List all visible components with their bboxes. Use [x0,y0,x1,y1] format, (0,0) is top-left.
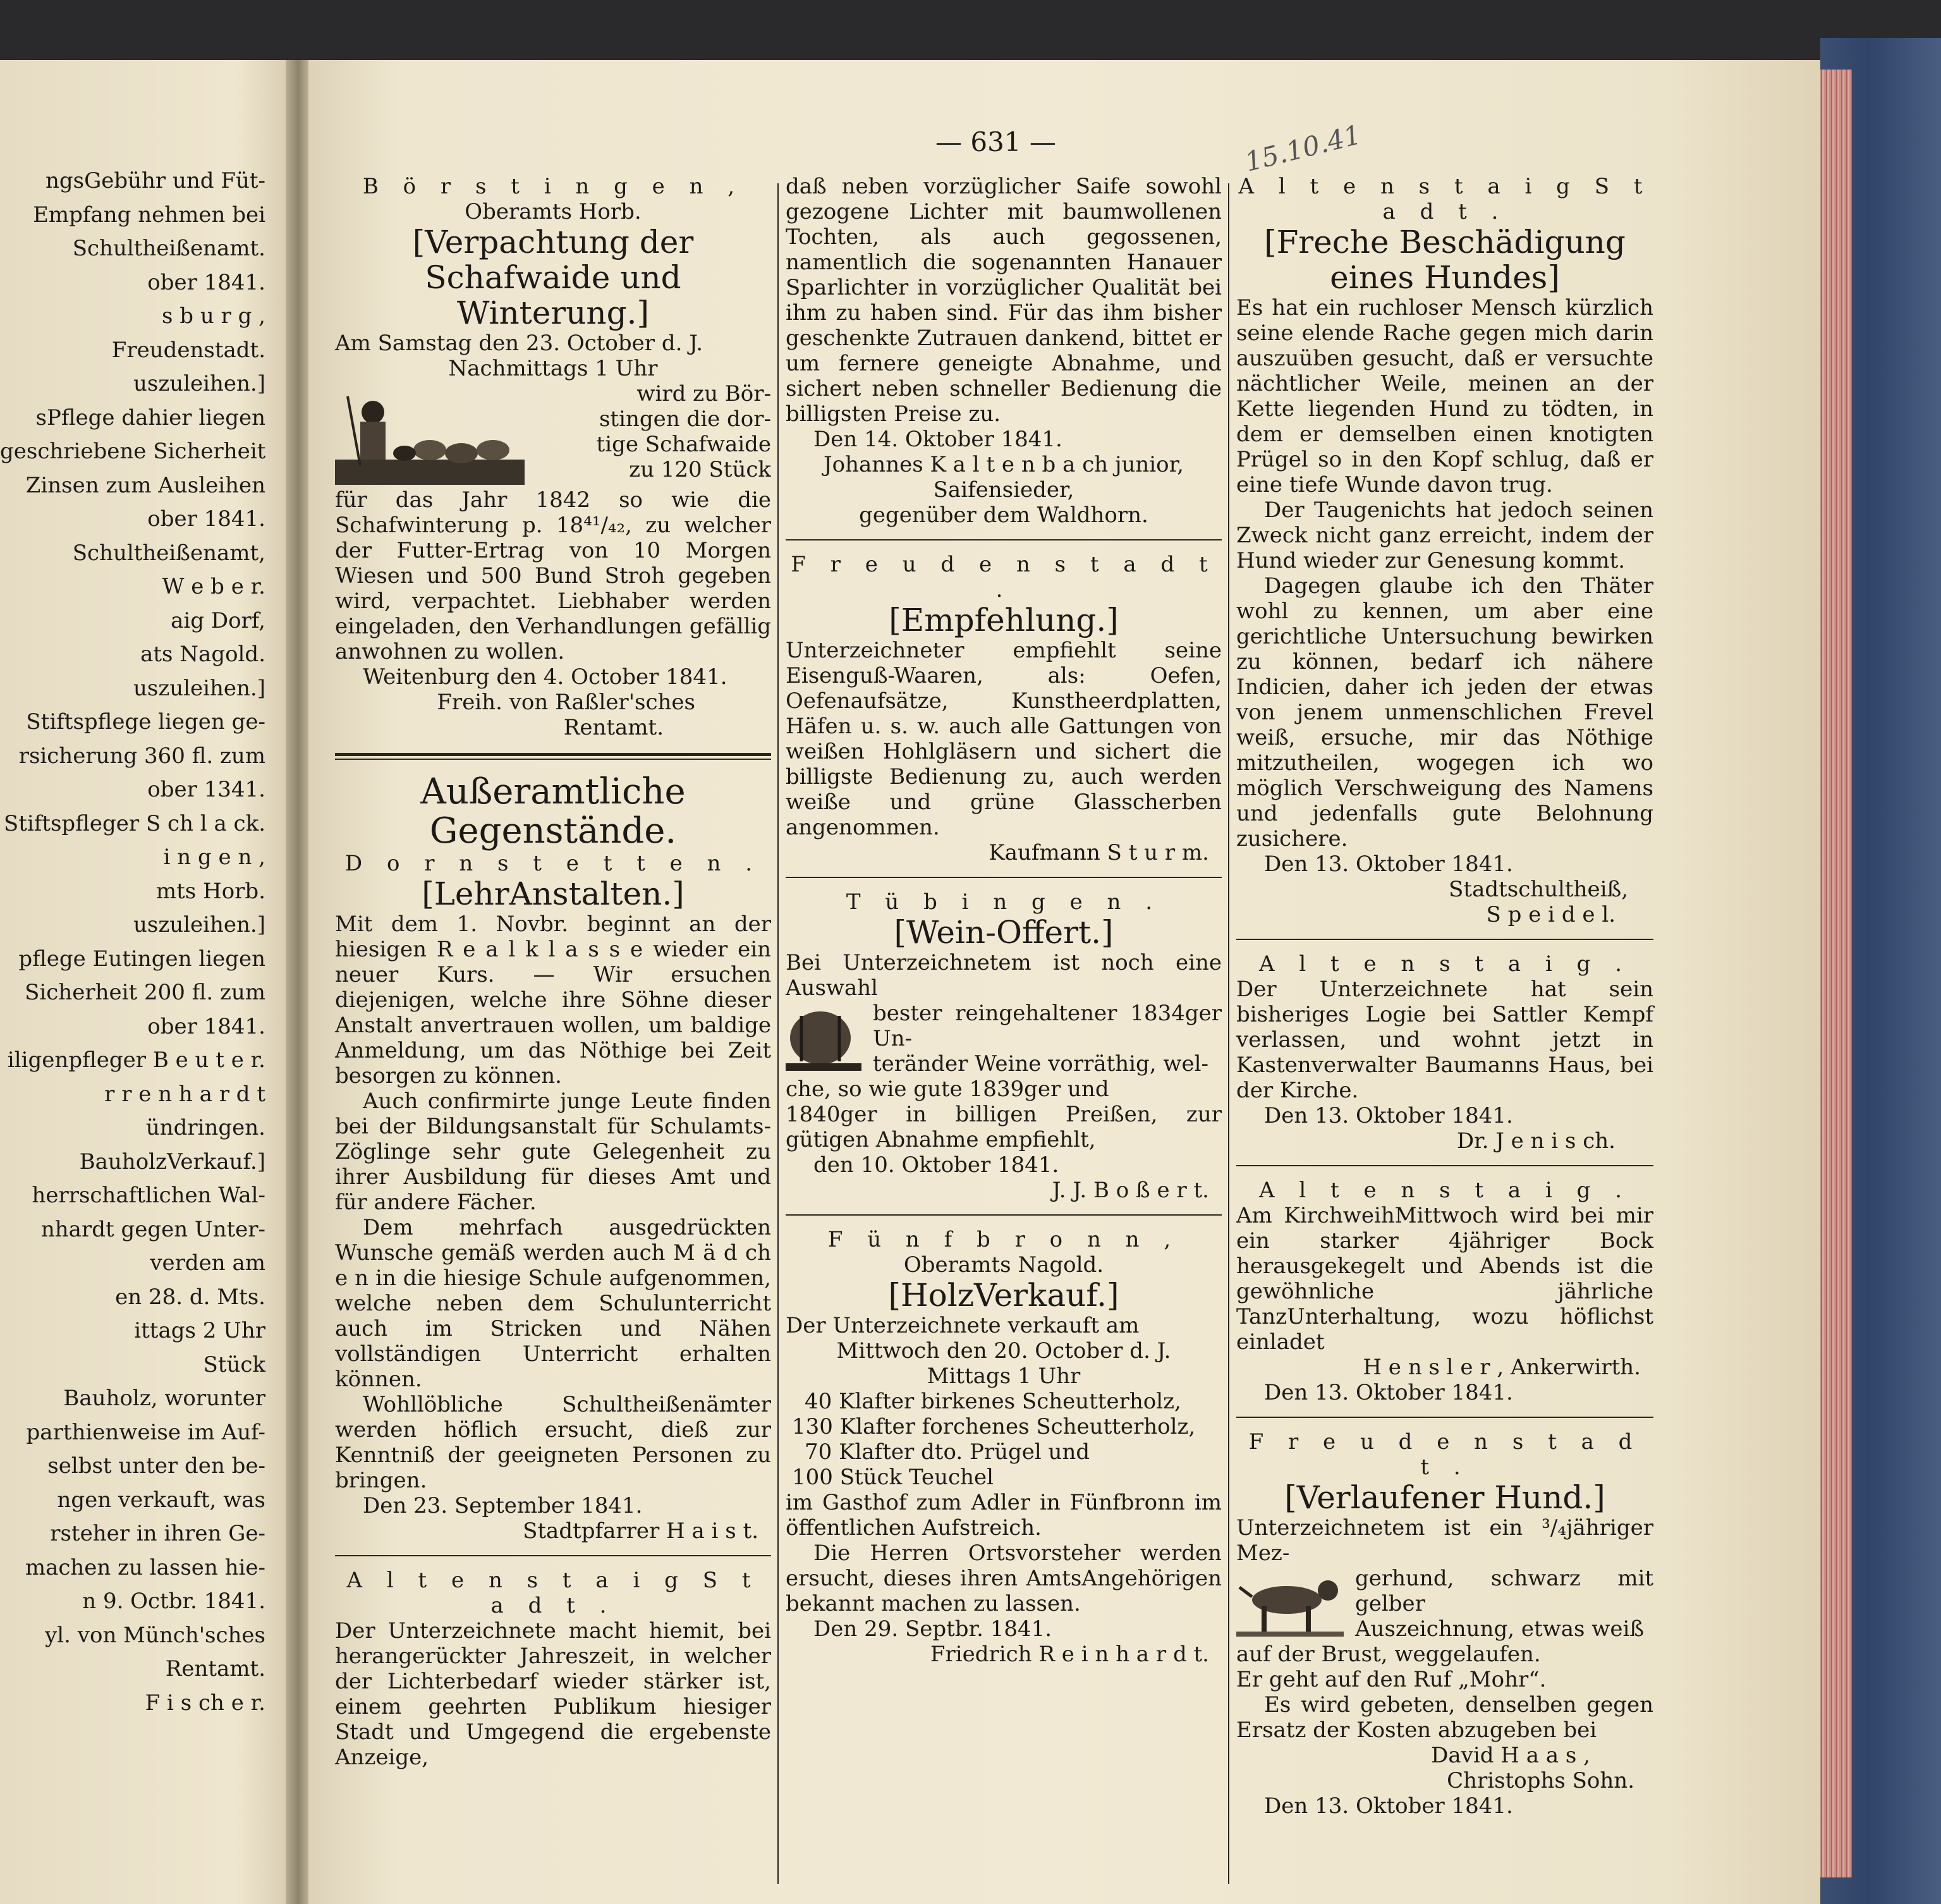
ad-text: che, so wie gute 1839ger und [786,1077,1109,1102]
place-heading: A l t e n s t a i g S t a d t . [346,1568,760,1618]
ad-date: Weitenburg den 4. October 1841. [363,664,727,690]
ad-signature: Saifensieder, [933,477,1074,503]
left-page-line: iligenpfleger B e u t e r. [7,1047,265,1073]
ad-text: teränder Weine vorräthig, wel- [873,1051,1209,1077]
ad-text: tige Schafwaide [596,432,771,457]
ad-text: auf der Brust, weggelaufen. [1236,1642,1541,1667]
left-page-text [0,164,265,1720]
ad-title: [Empfehlung.] [889,602,1119,638]
place-heading: D o r n s t e t t e n . [344,851,762,876]
left-page-line: uszuleihen.] [133,912,265,937]
ad-signature: S p e i d e l. [1486,902,1615,927]
left-page-line: W e b e r. [162,574,265,599]
ad-signature: Johannes K a l t e n b a ch junior, [824,452,1184,477]
place-heading: F ü n f b r o n n , [827,1227,1180,1252]
ad-rule [786,877,1222,878]
ad-text: Unterzeichneter empfiehlt seine Eisenguß-Waaren, als: Oefen, Oefenaufsätze, Kunstheerdplatten, Häfen u. s. w. auch alle Gattungen von weißen Hohlgläsern und sichert die billigste Bedienung zu, auch werden weiße und grüne Glasscherben angenommen. [786,638,1222,840]
ad-text: stingen die dor- [599,406,771,432]
left-page-line: Stiftspfleger S ch l a ck. [3,810,265,836]
left-page-line: Empfang nehmen bei [33,202,265,228]
left-page-line: rsicherung 360 fl. zum [18,743,265,769]
left-page-line: Sicherheit 200 fl. zum [25,980,265,1005]
ad-signature: J. J. B o ß e r t. [1052,1178,1209,1203]
ad-text: Die Herren Ortsvorsteher werden ersucht, dieses ihren AmtsAngehörigen bekannt machen zu lassen. [786,1541,1222,1616]
ad-text: Auch confirmirte junge Leute finden bei der Bildungsanstalt für Schulamts-Zöglinge sehr gute Gelegenheit zu ihrer Ausbildung für dieses Amt und für andere Fächer. [335,1089,771,1215]
handwritten-date-note: 15.10.41 [1241,119,1365,178]
left-page-line: parthienweise im Auf- [26,1419,265,1445]
ad-date: den 10. Oktober 1841. [813,1152,1059,1178]
ad-title: [LehrAnstalten.] [422,876,685,912]
left-page-line: Bauholz, worunter [63,1386,265,1411]
ad-time: Nachmittags 1 Uhr [448,356,658,381]
left-page-line: ober 1341. [147,777,265,802]
ad-text: zu 120 Stück [629,457,771,482]
left-page-line: n 9. Octbr. 1841. [82,1589,265,1614]
ad-text: Er geht auf den Ruf „Mohr“. [1236,1667,1547,1692]
ad-rule [335,1555,771,1556]
section-title: Außeramtliche Gegenstände. [420,771,686,851]
left-page-line: Freudenstadt. [111,337,265,363]
lot-item: 40 Klafter birkenes Scheutterholz, [805,1389,1181,1414]
ad-text: Unterzeichnetem ist ein ³/₄jähriger Mez- [1236,1515,1653,1566]
column-divider [777,183,779,1884]
ad-rule [786,539,1222,540]
ad-text: 1840ger in billigen Preißen, zur gütigen Abnahme empfiehlt, [786,1102,1222,1152]
ad-text: bester reingehaltener 1834ger Un- [873,1001,1222,1051]
left-page-line: uszuleihen.] [133,371,265,396]
place-heading: T ü b i n g e n . [846,889,1162,915]
ad-date: Den 29. Septbr. 1841. [813,1616,1052,1642]
place-heading: A l t e n s t a i g S t a d t . [1238,174,1652,224]
ad-text: für das Jahr 1842 so wie die Schafwinterung p. 18⁴¹/₄₂, zu welcher der Futter-Ertrag von 10 Morgen Wiesen und 500 Bund Stroh gegeben wird, verpachtet. Liebhaber werden eingeladen, den Verhandlungen gefällig anwohnen zu wollen. [335,487,771,664]
ad-text: gerhund, schwarz mit gelber [1355,1566,1653,1616]
ad-date: Den 13. Oktober 1841. [1264,1793,1513,1819]
column-1 [335,174,771,1904]
lot-item: 70 Klafter dto. Prügel und [805,1439,1090,1465]
left-page-line: s b u r g , [162,303,265,329]
place-heading: A l t e n s t a i g . [1258,1178,1631,1203]
district: Oberamts Horb. [465,199,642,224]
ad-rule [786,1214,1222,1216]
ad-title: [Freche Beschädigung eines Hundes] [1264,224,1626,296]
ad-rule [1236,1417,1653,1418]
ad-text: Der Unterzeichnete macht hiemit, bei herangerückter Jahreszeit, in welcher der Lichterbedarf wieder stärker ist, einem geehrten Publikum hiesiger Stadt und Umgegend die ergebenste Anzeige, [335,1618,771,1770]
ad-text: Es wird gebeten, denselben gegen Ersatz der Kosten abzugeben bei [1236,1692,1653,1743]
ad-text: Dagegen glaube ich den Thäter wohl zu kennen, um aber eine gerichtliche Untersuchung bewirken zu können, bedarf ich nähere Indicien, daher ich jeden der etwas von jenem unmenschlichen Frevel weiß, ersuche, mir das Nöthige mitzutheilen, wogegen ich wo möglich Verschweigung des Namens und jedenfalls gute Belohnung zusichere. [1236,573,1653,851]
page-number: — 631 — [935,126,1056,157]
shepherd-illustration [335,384,525,485]
left-page-line: selbst unter den be- [47,1453,265,1479]
district: Oberamts Nagold. [903,1252,1104,1278]
left-page-line: Schultheißenamt, [72,540,265,566]
left-page-line: ngsGebühr und Füt- [45,168,265,193]
ad-text: Wohllöbliche Schultheißenämter werden höflich ersucht, dieß zur Kenntniß der geeigneten Personen zu bringen. [335,1392,771,1493]
left-page-line: r r e n h a r d t [104,1081,265,1107]
left-page-line: Stück [203,1352,265,1377]
ad-date: Den 14. Oktober 1841. [813,427,1062,452]
left-page-line: yl. von Münch'sches [45,1622,265,1648]
left-page-line: rsteher in ihren Ge- [50,1521,265,1546]
ad-text: wird zu Bör- [636,381,771,406]
ad-title: [HolzVerkauf.] [888,1277,1119,1314]
left-page-line: mts Horb. [155,878,265,904]
ad-rule [1236,939,1653,940]
ad-title: [Verlaufener Hund.] [1284,1479,1605,1516]
ad-signature: Stadtschultheiß, [1449,877,1628,902]
place-heading: B ö r s t i n g e n , [362,174,744,199]
ad-signature: David H a a s , [1431,1743,1590,1768]
left-page-line: BauholzVerkauf.] [79,1149,265,1175]
left-page-line: ober 1841. [147,269,265,295]
left-page-line: F i s ch e r. [145,1690,265,1716]
left-page-line: aig Dorf, [171,607,265,633]
ad-text: im Gasthof zum Adler in Fünfbronn im öffentlichen Aufstreich. [786,1490,1222,1541]
left-page-line: pflege Eutingen liegen [18,946,265,972]
left-page-line: Schultheißenamt. [72,236,265,261]
column-divider [1228,183,1229,1884]
left-page-line: ündringen. [145,1115,265,1140]
gutter [286,60,311,1904]
left-page-line: sPflege dahier liegen [35,405,265,430]
left-page-line: Stiftspflege liegen ge- [26,709,265,735]
ad-text: Dem mehrfach ausgedrückten Wunsche gemäß werden auch M ä d ch e n in die hiesige Schule aufgenommen, welche neben dem Schulunterricht auch im Stricken und Nähen vollständigen Unterricht erhalten können. [335,1215,771,1392]
left-page-line: Zinsen zum Ausleihen [25,472,265,498]
ad-signature: Friedrich R e i n h a r d t. [930,1642,1209,1667]
ad-signature: Freih. von Raßler'sches [437,690,695,715]
left-page-line: uszuleihen.] [133,675,265,701]
left-page-line: verden am [150,1250,265,1276]
ad-signature: Kaufmann S t u r m. [989,840,1209,865]
column-2 [786,174,1222,1904]
lot-item: 130 Klafter forchenes Scheutterholz, [792,1414,1196,1439]
ad-title: [Verpachtung der Schafwaide und Winterung.] [412,224,694,331]
ad-text: Mittwoch den 20. October d. J. [836,1338,1171,1364]
left-page-line: en 28. d. Mts. [115,1284,265,1310]
ad-text: daß neben vorzüglicher Saife sowohl gezogene Lichter mit baumwollenen Tochten, als auch gegossenen, namentlich die sogenannten Hanauer Sparlichter in vorzüglicher Qualität bei ihm zu haben sind. Für das ihm bisher geschenkte Zutrauen dankend, bittet er um fernere geneigte Abnahme, und sichert neben schneller Bedienung die billigsten Preise zu. [786,174,1222,427]
left-page-line: Rentamt. [165,1656,265,1681]
ad-date: Den 13. Oktober 1841. [1264,1380,1513,1405]
left-page-line: ober 1841. [147,1013,265,1039]
left-page-line: machen zu lassen hie- [25,1554,265,1580]
left-page-line: i n g e n , [163,845,265,870]
left-page-line: ngen verkauft, was [57,1487,265,1513]
ad-signature: Rentamt. [563,715,664,740]
ad-title: [Wein-Offert.] [894,914,1114,951]
ad-time: Mittags 1 Uhr [927,1364,1081,1389]
left-page-line: herrschaftlichen Wal- [32,1183,265,1208]
ad-signature: Stadtpfarrer H a i s t. [523,1518,758,1544]
left-page-line: ats Nagold. [140,642,265,667]
left-page [0,60,296,1904]
place-heading: F r e u d e n s t a d t . [1248,1429,1641,1480]
ad-text: Der Unterzeichnete hat sein bisheriges Logie bei Sattler Kempf verlassen, und wohnt jetzt in Kastenverwalter Baumanns Haus, bei der Kirche. [1236,977,1653,1103]
place-heading: A l t e n s t a i g . [1258,951,1631,977]
ad-signature: gegenüber dem Waldhorn. [859,503,1148,528]
left-page-line: geschriebene Sicherheit [0,439,266,464]
ad-signature: Dr. J e n i s ch. [1456,1128,1615,1154]
ad-date: Den 23. September 1841. [363,1493,643,1518]
column-3 [1236,174,1653,1904]
ad-text: Auszeichnung, etwas weiß [1355,1616,1645,1642]
ad-signature: H e n s l e r , Ankerwirth. [1363,1355,1641,1380]
ad-rule [1236,1165,1653,1166]
lot-item: 100 Stück Teuchel [792,1465,994,1490]
dog-illustration [1236,1568,1344,1638]
ad-date: Den 13. Oktober 1841. [1264,1103,1513,1128]
ad-text: Bei Unterzeichnetem ist noch eine Auswahl [786,950,1222,1001]
left-page-line: ittags 2 Uhr [134,1318,265,1343]
ad-text: Der Unterzeichnete verkauft am [786,1313,1140,1338]
ad-date: Den 13. Oktober 1841. [1264,851,1513,877]
section-rule [335,753,771,760]
ad-text: Der Taugenichts hat jedoch seinen Zweck nicht ganz erreicht, indem der Hund wieder zur Genesung kommt. [1236,497,1653,573]
ad-signature: Christophs Sohn. [1447,1768,1634,1793]
ad-text: Am Samstag den 23. October d. J. [335,331,703,356]
place-heading: F r e u d e n s t a d t . [791,552,1217,602]
ad-text: Mit dem 1. Novbr. beginnt an der hiesigen R e a l k l a s s e wieder ein neuer Kurs. — Wir ersuchen diejenigen, welche ihre Söhne dieser Anstalt anvertrauen wollen, um baldige Anmeldung, um das Nöthige bei Zeit besorgen zu können. [335,912,771,1089]
right-page [308,60,1820,1904]
wine-barrel-illustration [786,1003,861,1073]
left-page-line: nhardt gegen Unter- [40,1216,265,1242]
ad-text: Es hat ein ruchloser Mensch kürzlich seine elende Rache gegen mich darin auszuüben gesucht, daß er versuchte nächtlicher Weile, meinen an der Kette liegenden Hund zu tödten, in dem er demselben einen knotigten Prügel so in den Kopf schlug, daß er eine tiefe Wunde davon trug. [1236,295,1653,497]
ad-text: Am KirchweihMittwoch wird bei mir ein starker 4jähriger Bock herausgekegelt und Abends ist die gewöhnliche jährliche TanzUnterhaltung, wozu höflichst einladet [1236,1203,1653,1355]
left-page-line: ober 1841. [147,506,265,532]
